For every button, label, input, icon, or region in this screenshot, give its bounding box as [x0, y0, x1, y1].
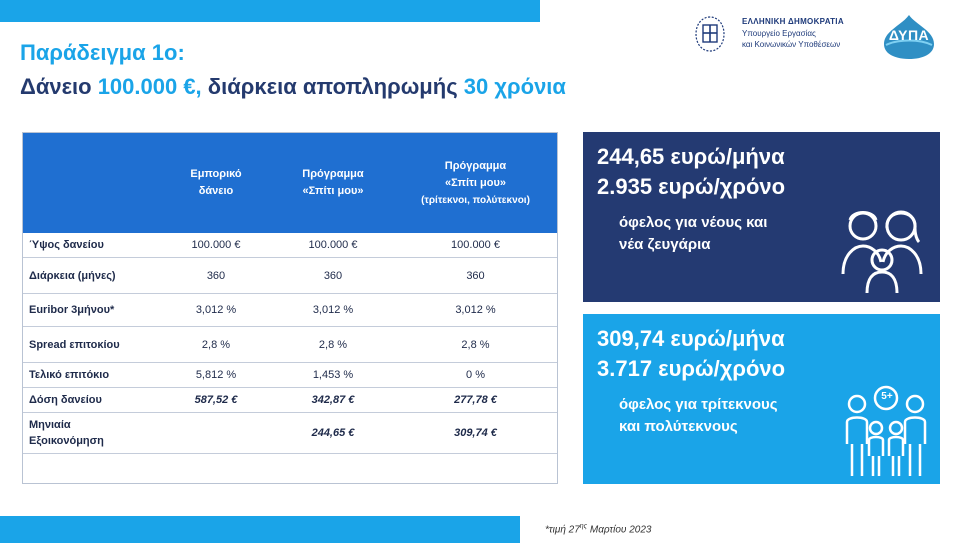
benefit-desc-2: και πολύτεκνους	[619, 418, 738, 435]
footnote-suffix: Μαρτίου 2023	[587, 524, 652, 536]
gov-name: ΕΛΛΗΝΙΚΗ ΔΗΜΟΚΡΑΤΙΑ	[742, 17, 844, 26]
young-couples-benefit-box	[583, 132, 940, 302]
header-spiti-large	[394, 133, 557, 233]
ministry-line-2: και Κοινωνικών Υποθέσεων	[742, 40, 841, 49]
slide-title: Παράδειγμα 1ο:	[20, 40, 185, 65]
table-row	[23, 327, 557, 363]
header-spiti-large-l2: «Σπίτι μου»	[445, 176, 506, 189]
cell-spiti: 3,012 %	[272, 294, 394, 327]
cell-spiti-large: 2,8 %	[394, 327, 557, 363]
cell-commercial: 2,8 %	[160, 327, 272, 363]
bottom-accent-bar	[0, 516, 520, 543]
dypa-text: ΔΥΠΑ	[888, 27, 930, 43]
cell-commercial	[160, 413, 272, 454]
family-icon	[833, 198, 933, 298]
cell-spiti: 1,453 %	[272, 363, 394, 388]
monthly-benefit: 244,65 ευρώ/μήνα	[597, 144, 785, 169]
subtitle-text: Δάνειο	[20, 74, 98, 99]
monthly-benefit: 309,74 ευρώ/μήνα	[597, 326, 785, 351]
cell-spiti: 360	[272, 258, 394, 294]
header-commercial	[160, 133, 272, 233]
row-label: Spread επιτοκίου	[23, 327, 160, 363]
ministry-line-1: Υπουργείο Εργασίας	[742, 29, 816, 38]
benefit-desc-2: νέα ζευγάρια	[619, 236, 711, 253]
cell-spiti-large: 100.000 €	[394, 233, 557, 258]
yearly-benefit: 2.935 ευρώ/χρόνο	[597, 174, 786, 199]
loan-comparison-table	[22, 132, 558, 484]
cell-spiti: 100.000 €	[272, 233, 394, 258]
row-label: Δόση δανείου	[23, 388, 160, 413]
footnote-prefix: *τιμή 27	[545, 524, 580, 536]
loan-duration: 30 χρόνια	[463, 74, 566, 99]
cell-commercial: 360	[160, 258, 272, 294]
header-commercial-l1: Εμπορικό	[190, 168, 242, 180]
loan-amount: 100.000 €,	[97, 74, 202, 99]
government-logo	[690, 14, 870, 62]
cell-spiti: 2,8 %	[272, 327, 394, 363]
table-row	[23, 294, 557, 327]
table-row	[23, 363, 557, 388]
header-spiti-l1: Πρόγραμμα	[302, 168, 364, 180]
cell-spiti-large: 3,012 %	[394, 294, 557, 327]
cell-spiti-large: 360	[394, 258, 557, 294]
large-families-benefit-box	[583, 314, 940, 484]
header-spiti-large-l3: (τρίτεκνοι, πολύτεκνοι)	[421, 194, 530, 206]
row-label: Τελικό επιτόκιο	[23, 363, 160, 388]
cell-spiti-large: 0 %	[394, 363, 557, 388]
footnote	[545, 523, 651, 535]
top-accent-bar	[0, 0, 540, 22]
header-spiti-large-l1: Πρόγραμμα	[444, 159, 507, 172]
cell-spiti-large: 309,74 €	[394, 413, 557, 454]
header-spiti-l2: «Σπίτι μου»	[302, 185, 364, 197]
cell-commercial: 3,012 %	[160, 294, 272, 327]
cell-spiti: 342,87 €	[272, 388, 394, 413]
table-row	[23, 258, 557, 294]
table-row	[23, 413, 557, 454]
header-spiti	[272, 133, 394, 233]
benefit-desc-1: όφελος για τρίτεκνους	[619, 396, 778, 413]
row-label-l1: Μηνιαία	[29, 419, 71, 431]
cell-spiti: 244,65 €	[272, 413, 394, 454]
slide-subtitle	[20, 74, 566, 100]
row-label: Διάρκεια (μήνες)	[23, 258, 160, 294]
large-family-badge: 5+	[881, 391, 893, 402]
cell-commercial: 587,52 €	[160, 388, 272, 413]
row-label	[23, 413, 160, 454]
dypa-logo	[878, 13, 940, 61]
header-commercial-l2: δάνειο	[198, 185, 234, 197]
cell-commercial: 100.000 €	[160, 233, 272, 258]
table-row	[23, 233, 557, 258]
row-label: Ύψος δανείου	[23, 233, 160, 258]
yearly-benefit: 3.717 ευρώ/χρόνο	[597, 356, 786, 381]
header-empty	[23, 133, 160, 233]
row-label: Euribor 3μήνου*	[23, 294, 160, 327]
table-row	[23, 388, 557, 413]
footnote-sup: ης	[579, 523, 588, 530]
subtitle-text-2: διάρκεια αποπληρωμής	[201, 74, 464, 99]
benefit-desc-1: όφελος για νέους και	[619, 214, 768, 231]
cell-commercial: 5,812 %	[160, 363, 272, 388]
greek-emblem-icon	[690, 14, 730, 54]
row-label-l2: Εξοικονόμηση	[29, 435, 104, 447]
cell-spiti-large: 277,78 €	[394, 388, 557, 413]
